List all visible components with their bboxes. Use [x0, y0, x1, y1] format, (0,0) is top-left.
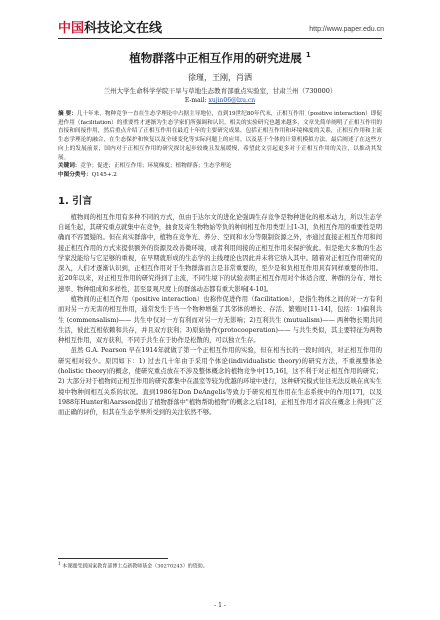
- footnote-divider: [58, 558, 168, 559]
- paper-title-text: 植物群落中正相互作用的研究进展: [129, 51, 302, 65]
- body-paragraph-2: 植物间的正相互作用（positive interaction）也称作促进作用（facilitation），是指生物体之间的对一方有利而对另一方无害的相互作用，通常发生于当一个物种增强了其邻体的增长、存活、繁殖时[11-14]，包括：1)偏利共生 (commensalism)—— 共生中仅对一方有利而对另一方无影响；2)互利共生 (mutualism)—— 两种物长期共同生活，彼此互相依赖和共存，并且双方获利；3)原始协作(protocooperation)—— 与共生类似，其主要特征为两物种相互作用，双方获利，不同于共生在于协作是松散的，可以独立生存。: [58, 296, 382, 345]
- footnote: [58, 560, 382, 571]
- classification-value: Q145+.2: [91, 171, 117, 178]
- footnote-mark: 1: [58, 561, 61, 566]
- site-logo[interactable]: [58, 22, 162, 36]
- keywords: [58, 162, 382, 171]
- abstract: [58, 110, 382, 162]
- author-affiliation: 兰州大学生命科学学院干旱与草地生态教育部重点实验室，甘肃兰州（730000）: [103, 87, 337, 95]
- logo-text-black: 科技论文在线: [84, 21, 163, 36]
- header-divider: [58, 38, 382, 39]
- section-heading-introduction: [58, 192, 382, 207]
- paper-title: [58, 50, 382, 66]
- section-title: 引言: [72, 195, 93, 207]
- keywords-text: 竞争；促进；正相互作用；环境梯度；植物群落；生态学理论: [80, 163, 232, 170]
- classification-code: [58, 171, 382, 180]
- footnote-text: 本课题受到国家教育部博士点新教师基金（30270243）的资助。: [62, 563, 208, 570]
- classification-label: 中图分类号：: [58, 171, 92, 178]
- title-footnote-mark: 1: [305, 51, 311, 60]
- keywords-label: 关键词：: [58, 163, 81, 170]
- page-number: - 1 -: [214, 602, 226, 609]
- author-email: [58, 97, 382, 104]
- section-number: 1.: [58, 195, 69, 207]
- logo-text-red: 中国: [58, 21, 85, 36]
- email-link[interactable]: xujin06@lzu.cn: [208, 97, 256, 104]
- body-paragraph-3: 虽然 G.A. Pearson 早在1914年就做了第一个正相互作用的实验，但在相当长的一段时间内，对正相互作用的研究相对较少。原因如下：1) 过去几十年由于采用个体论(individualistic theory)的研究方法，不重视整体论(holistic theory)的概念，使研究重点放在不涉及整体概念的植物竞争中[15,16]，这不利于对正相互作用的研究；2) 大部分对于植物间正相互作用的研究都集中在温室等较为优越的环境中进行，这种研究模式往往无法反映在真实生境中物种间相互关系的状况。直到1986年Don DeAngelis等致力于研究相互作用在生态系统中的作用[17]，以及1988年Hunter和Aarssen提出了植物群落中"植物帮助植物"的概念之后[18]，正相互作用才首次在概念上得到广泛而正确的评价，但其在生态学界所受到的关注依然不够。: [58, 347, 382, 417]
- abstract-label: 摘 要：: [58, 111, 77, 117]
- abstract-text: 几十年来，物种竞争一直在生态学理论中占据主导地位，直到19世纪80年代末，正相互作用（positive interaction）即促进作用（facilitation）的重要性才逐渐为生态学家们所强调和认识。相关的实验研究也越来越多，文章先简单阐明了正相互作用的直接和间接作用，然后重点介绍了正相互作用在最近十年的主要研究成果，包括正相互作用和环境梯度的关系，正相互作用和主流生态学理论的融合，在生态保护和恢复以及全球变化等实际问题上的应用，以及基于个体的计算机模拟方法。最后阐述了在这些方向上的发展前景，国内对于正相互作用的研究探讨起步较晚且发展缓慢，希望此文引起更多对于正相互作用的关注，以推动其发展。: [58, 111, 382, 161]
- body-paragraph-1: 植物间的相互作用有多种不同的方式，但由于达尔文的进化论强调生存竞争是物种进化的根本动力，所以生态学自诞生起，其研究重点就集中在竞争，抽食及寄生物物始等负的种间相互作用类型上[1-3]，负相互作用的重要性是明确而不容置疑的。但在真实群落中，植物在竞争光、养分、空间和水分等限制资源之外，亦通过直接正相互作用和间接正相互作用的方式来提供额外的资源及改善微环境，或者利用间接的正相互作用来保护彼此。但是绝大多数的生态学家没能给与它足够的重视，在早期就形成的生态学的主线理论也因此并未将它纳入其中。随着对正相互作用研究的深入，人们才逐渐认识到，正相互作用对于生物群落而言是非常重要的，至少是和负相互作用具有同样重要的作用。近20年以来，对正相互作用的研究得到了主流，不同生境下的试验表明正相互作用对个体适合度、种群的分布、增长速率、物种组成和多样性，甚至景观尺度上的群落动态都有重大影响[4-10]。: [58, 213, 382, 293]
- email-label: E-mail:: [184, 97, 207, 104]
- paper-body: [58, 46, 382, 419]
- site-url[interactable]: http://www.paper.edu.cn: [309, 26, 384, 33]
- page-header: [0, 0, 440, 40]
- author-list: 徐瑾，王刚，肖洒: [188, 73, 252, 82]
